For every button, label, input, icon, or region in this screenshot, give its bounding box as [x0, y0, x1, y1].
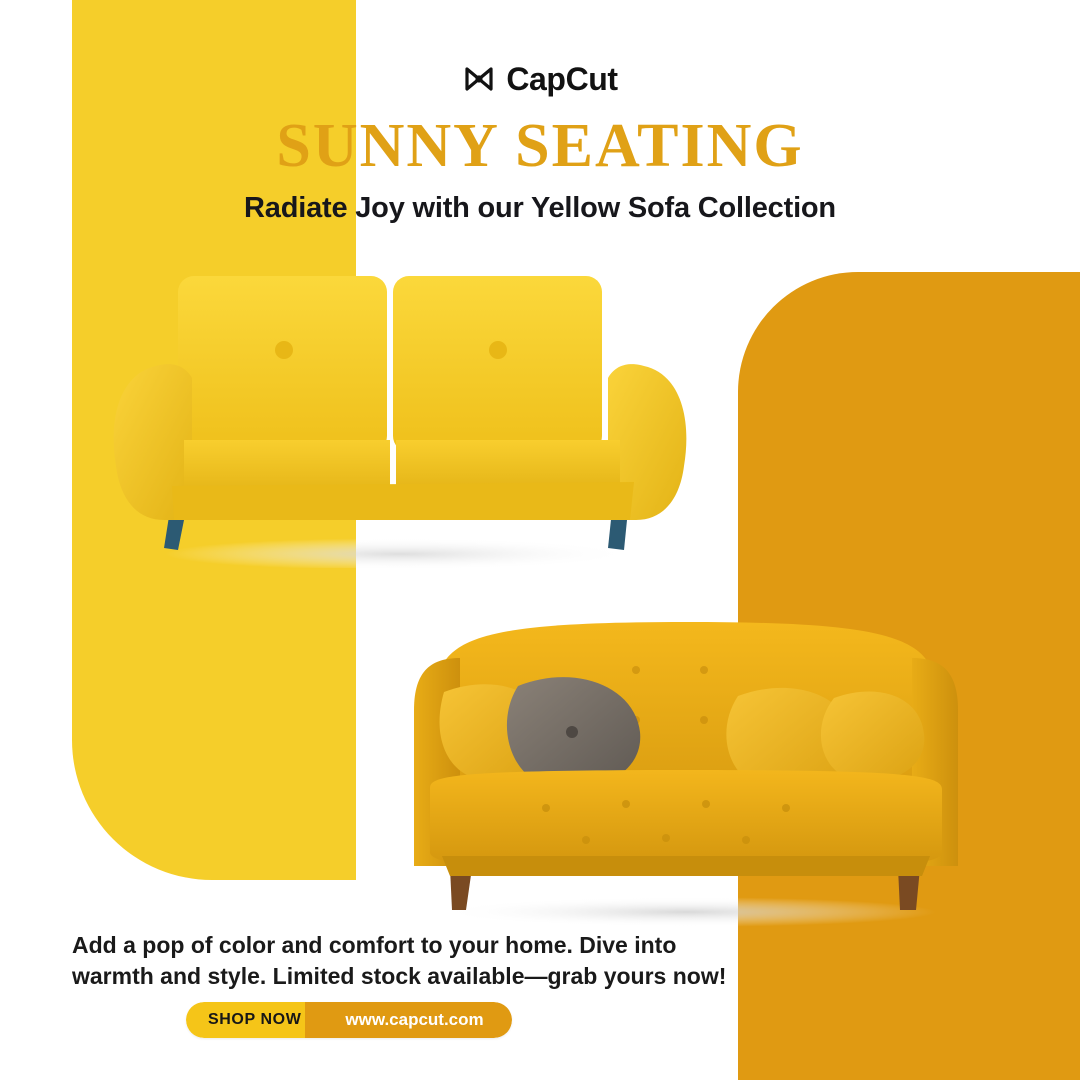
capcut-logo-icon	[462, 62, 496, 96]
page-title: SUNNY SEATING	[276, 112, 804, 180]
brand-name: CapCut	[506, 61, 618, 97]
page-subtitle: Radiate Joy with our Yellow Sofa Collection	[244, 192, 836, 224]
sofa-top-image	[100, 258, 700, 568]
brand-lockup	[0, 62, 1080, 96]
sofa-bottom-image	[386, 600, 986, 930]
shop-now-button[interactable]: SHOP NOW	[186, 1002, 323, 1038]
cta-bar[interactable]	[186, 1002, 512, 1038]
body-copy: Add a pop of color and comfort to your home. Dive into warmth and style. Limited stock available—grab yours now!	[72, 932, 727, 990]
website-url-label[interactable]: www.capcut.com	[305, 1002, 511, 1038]
